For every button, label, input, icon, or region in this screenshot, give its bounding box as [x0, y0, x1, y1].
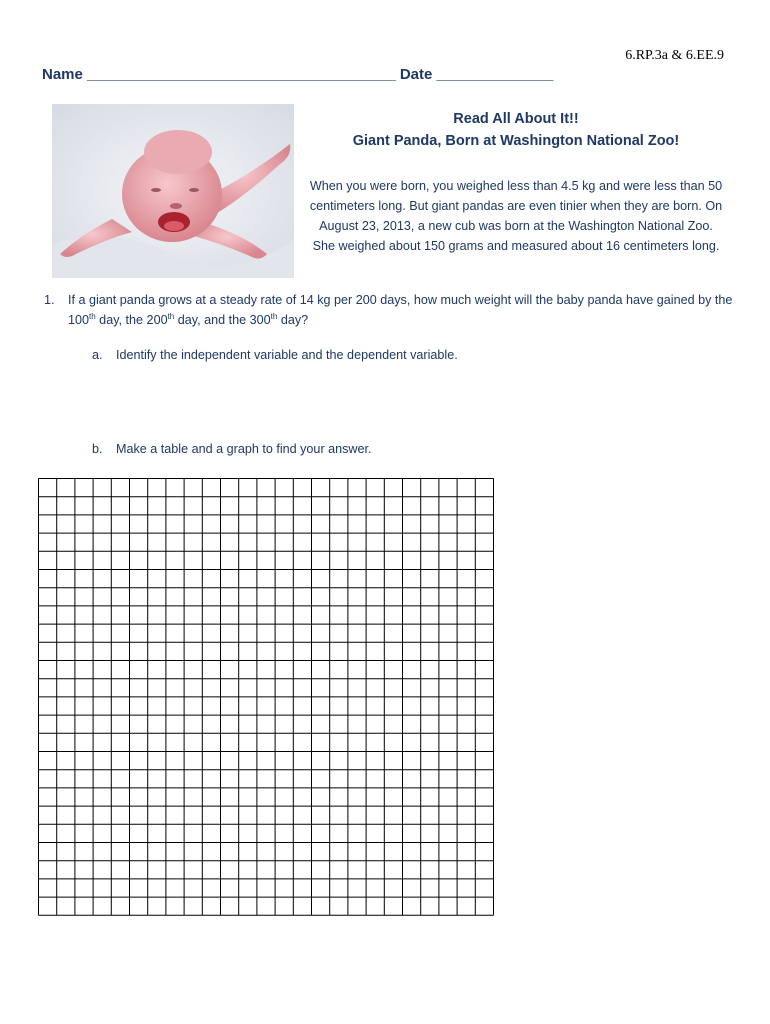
question-text: If a giant panda grows at a steady rate of 14 kg per 200 days, how much weight will the baby panda have gained by the 100th day, the 200th day, and the 300th day? [68, 293, 733, 327]
question-1b-letter: b. [92, 442, 103, 456]
question-1b-text: Make a table and a graph to find your answer. [116, 442, 372, 456]
question-1b [92, 442, 372, 456]
baby-panda-image [52, 104, 294, 278]
question-1a [92, 348, 458, 362]
article-subheading: Giant Panda, Born at Washington National Zoo! [352, 133, 680, 149]
question-number: 1. [44, 293, 55, 307]
baby-panda-photo [52, 104, 294, 278]
article-heading: Read All About It!! [453, 111, 579, 127]
question-1a-text: Identify the independent variable and the dependent variable. [116, 348, 458, 362]
graph-paper-grid[interactable] [38, 478, 494, 950]
name-date-line: Name _____________________________________ Date ______________ [42, 66, 554, 83]
intro-paragraph: When you were born, you weighed less than 4.5 kg and were less than 50 centimeters long. But giant pandas are even tinier when they are born. On August 23, 2013, a new cub was born at the Washington National Zoo. She weighed about 150 grams and measured about 16 centimeters long. [309, 179, 723, 253]
question-1a-letter: a. [92, 348, 103, 362]
standards-label: 6.RP.3a & 6.EE.9 [625, 48, 724, 63]
question-1 [44, 290, 734, 330]
